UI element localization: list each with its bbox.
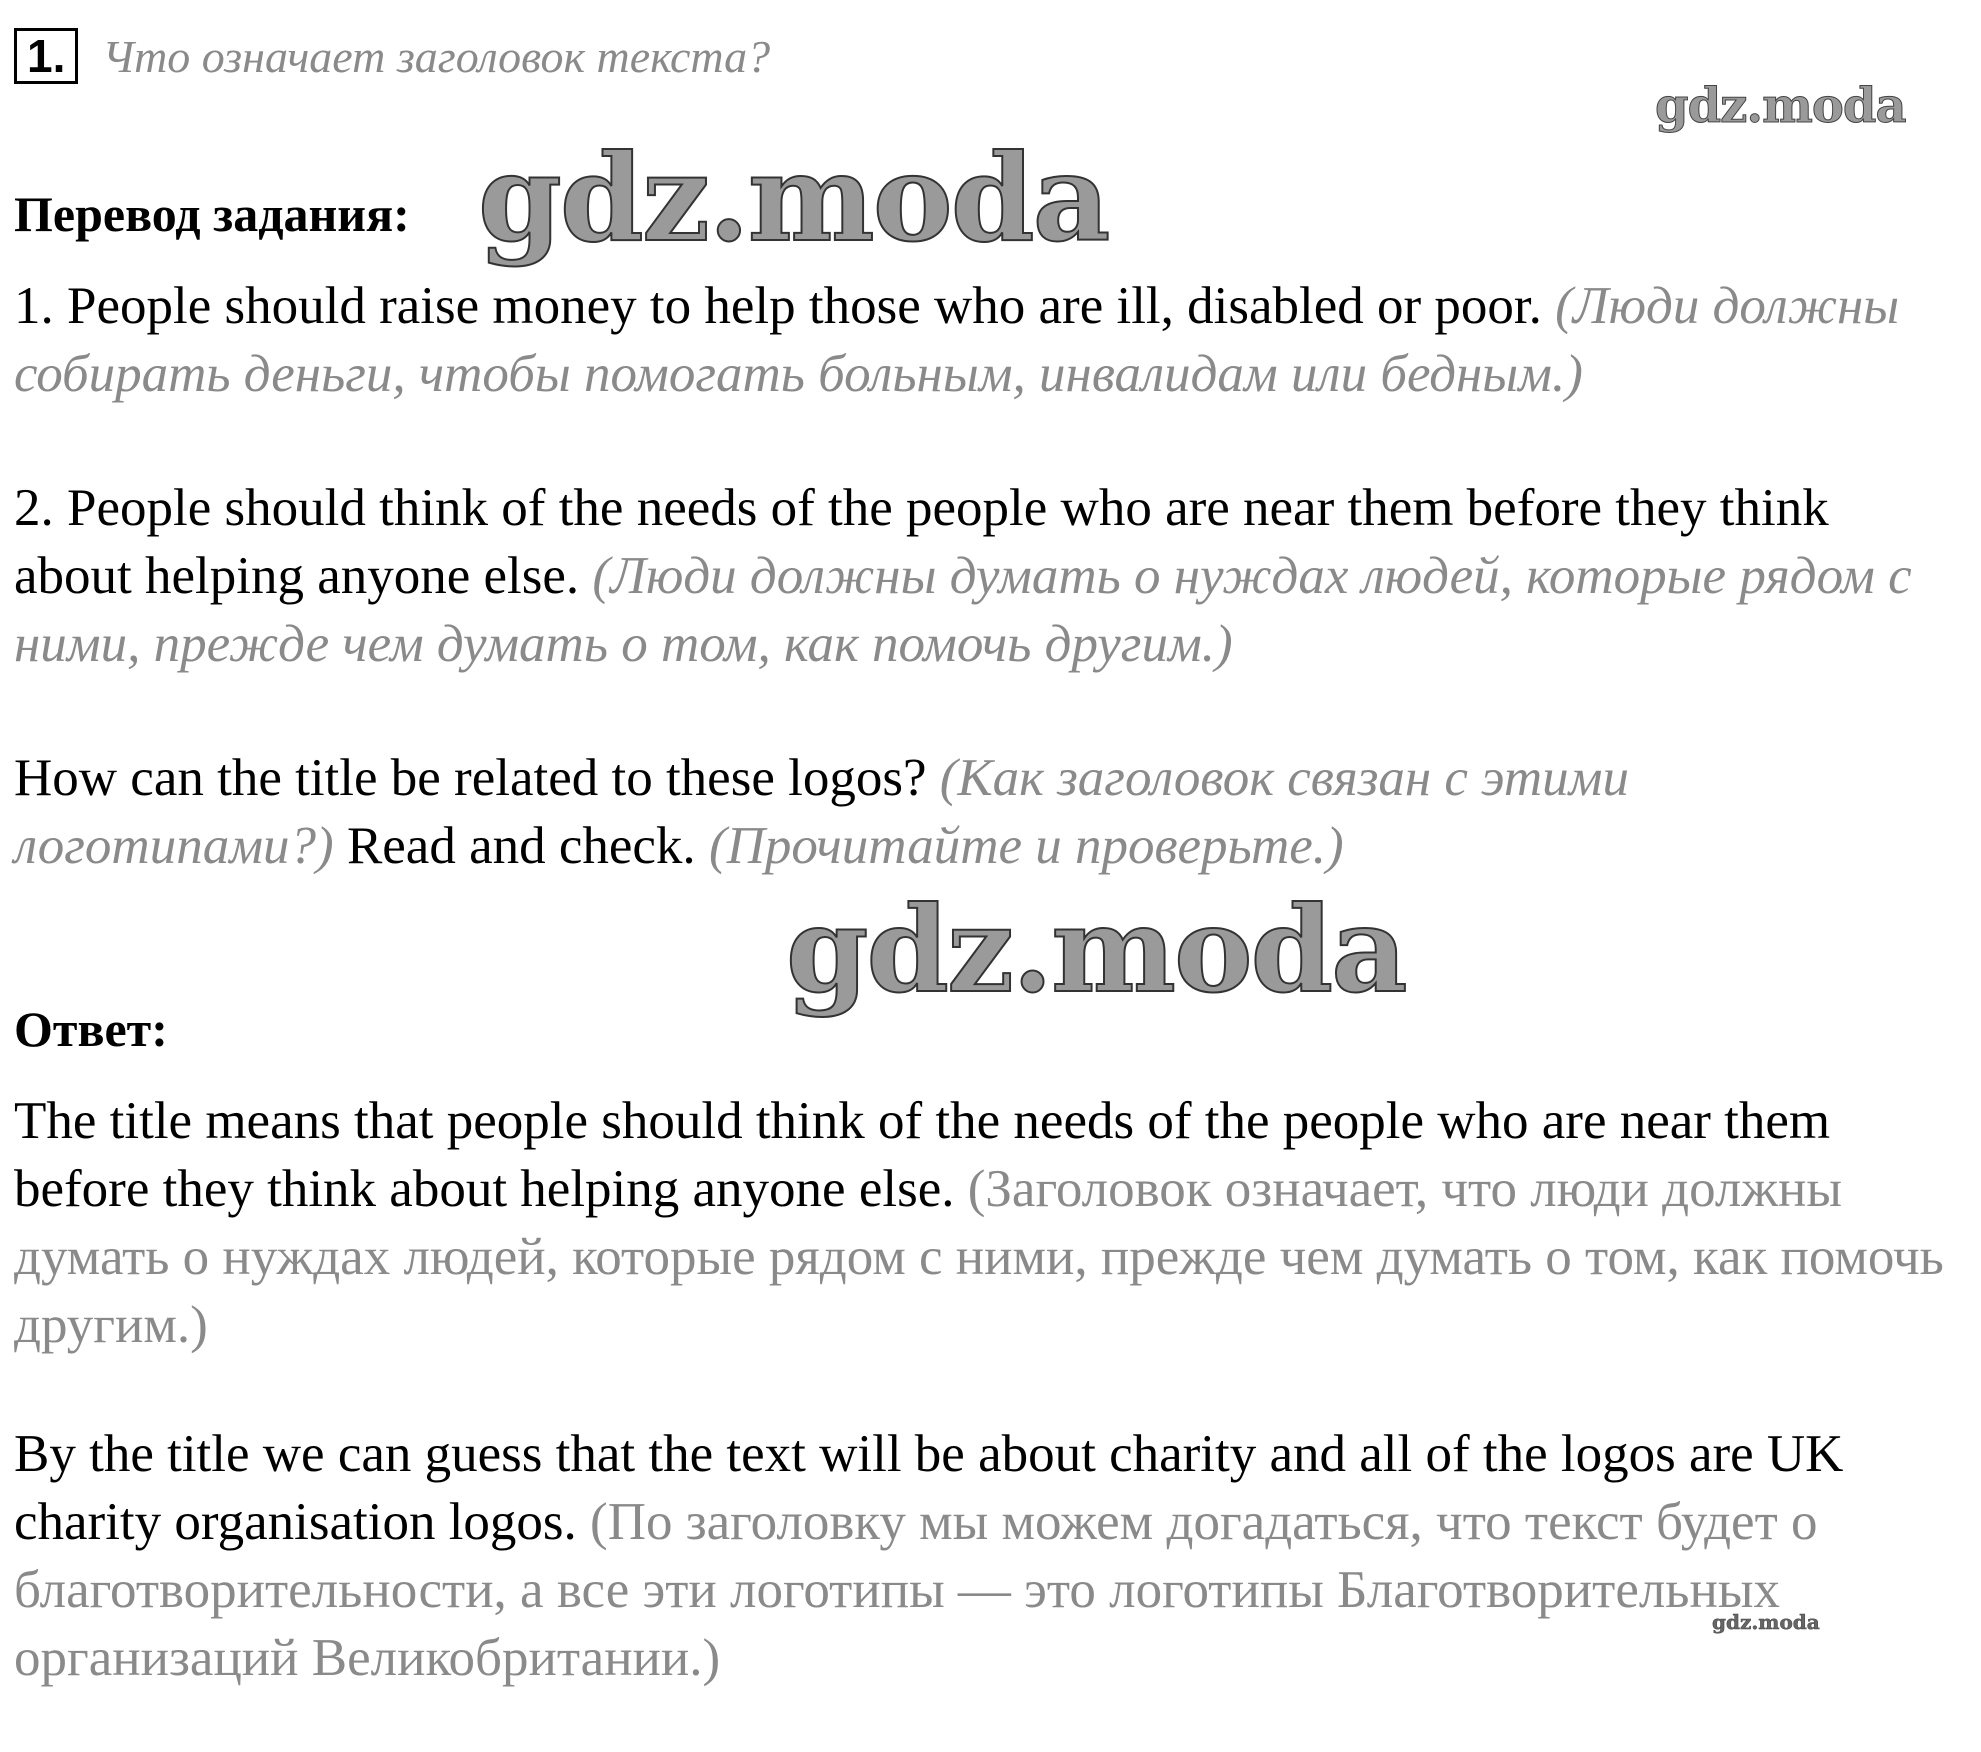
translation-item-1-en: 1. People should raise money to help those who are ill, disabled or poor.	[14, 277, 1542, 335]
task-header	[14, 28, 770, 84]
translation-question	[14, 744, 1954, 880]
translation-instruction-ru: (Прочитайте и проверьте.)	[708, 817, 1344, 875]
translation-item-2-ru: (Люди должны думать о нуждах людей, которые рядом с ними, прежде чем думать о том, как помочь другим.)	[14, 547, 1912, 673]
answer-paragraph-1-ru: (Заголовок означает, что люди должны думать о нуждах людей, которые рядом с ними, прежде чем думать о том, как помочь другим.)	[14, 1160, 1944, 1354]
answer-paragraph-1-en: The title means that people should think of the needs of the people who are near them before they think about helping anyone else.	[14, 1092, 1831, 1218]
answer-paragraph-2	[14, 1420, 1954, 1692]
translation-item-1	[14, 272, 1954, 408]
translation-item-1-ru: (Люди должны собирать деньги, чтобы помогать больным, инвалидам или бедным.)	[14, 277, 1900, 403]
watermark-small: gdz.moda	[1712, 1610, 1820, 1634]
answer-paragraph-1	[14, 1087, 1954, 1359]
task-question: Что означает заголовок текста?	[102, 30, 771, 82]
translation-item-2-en: 2. People should think of the needs of the people who are near them before they think about helping anyone else.	[14, 479, 1829, 605]
watermark-middle: gdz.moda	[786, 880, 1406, 1019]
task-number: 1.	[14, 28, 78, 84]
translation-item-2	[14, 474, 1954, 678]
answer-paragraph-2-en: By the title we can guess that the text will be about charity and all of the logos are UK charity organisation logos.	[14, 1425, 1844, 1551]
watermark-top-right: gdz.moda	[1655, 78, 1906, 134]
translation-question-ru: (Как заголовок связан с этими логотипами?)	[14, 749, 1629, 875]
answer-paragraph-2-ru: (По заголовку мы можем догадаться, что текст будет о благотворительности, а все эти логотипы — это логотипы Благотворительных организаций Великобритании.)	[14, 1493, 1818, 1687]
answer-heading: Ответ:	[14, 1001, 168, 1057]
translation-instruction-en: Read and check.	[346, 817, 696, 875]
watermark-header: gdz.moda	[478, 128, 1109, 269]
translation-heading: Перевод задания:	[14, 186, 410, 242]
translation-question-en: How can the title be related to these logos?	[14, 749, 927, 807]
